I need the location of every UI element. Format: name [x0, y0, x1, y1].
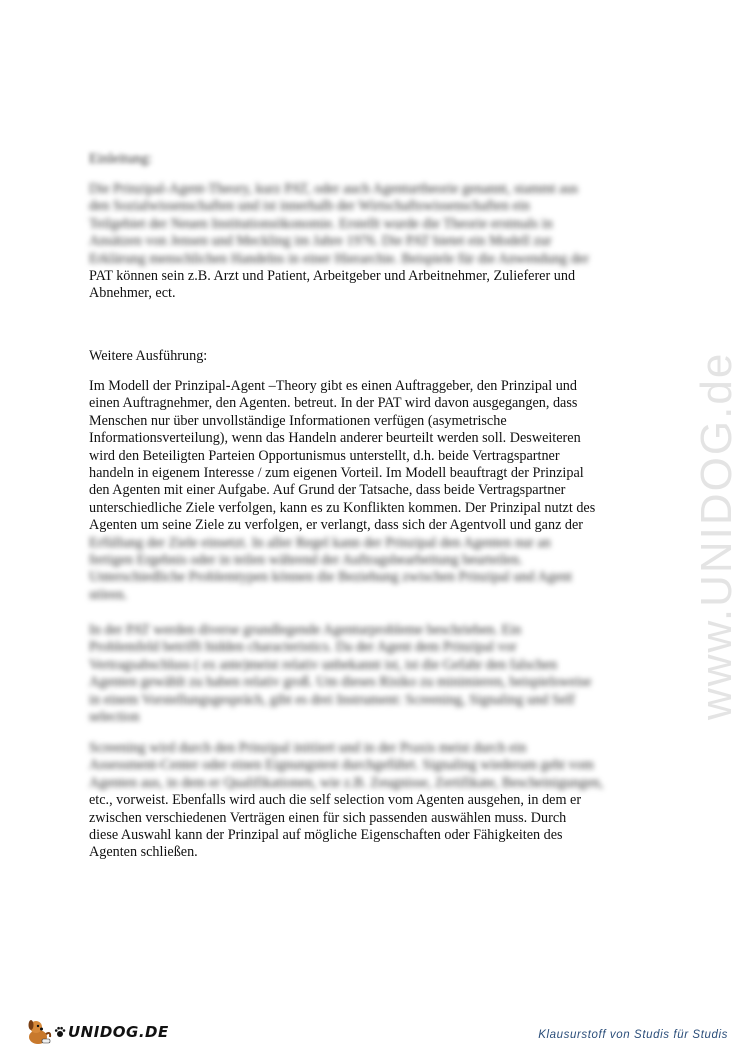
- logo-text: UNIDOG.DE: [68, 1023, 169, 1041]
- text-line: diese Auswahl kann der Prinzipal auf mögliche Eigenschaften oder Fähigkeiten des: [89, 827, 563, 844]
- text-line: selection: [89, 709, 140, 726]
- text-line: In der PAT werden diverse grundlegende Agenturprobleme beschrieben. Ein: [89, 622, 522, 638]
- section-visible-lines: [89, 378, 649, 535]
- text-line: Problemfeld betrifft hidden characteristics. Da der Agent dem Prinzipal vor: [89, 639, 517, 656]
- text-line: Erklärung menschlichen Handelns in einer Hierarchie. Beispiele für die Anwendung der: [89, 250, 589, 267]
- paragraph-2: [89, 622, 649, 726]
- intro-paragraph: [89, 181, 649, 303]
- paragraph-3-blurred-lines: [89, 740, 649, 792]
- text-line: einen Auftragnehmer, den Agenten. betreut. In der PAT wird davon ausgegangen, dass: [89, 395, 578, 412]
- text-line: Im Modell der Prinzipal-Agent –Theory gibt es einen Auftraggeber, den Prinzipal und: [89, 378, 577, 394]
- intro-visible-lines: [89, 268, 649, 303]
- text-line: etc., vorweist. Ebenfalls wird auch die self selection vom Agenten ausgehen, in dem er: [89, 792, 582, 809]
- text-line: Teilgebiet der Neuen Institutionsökonomie. Erstellt wurde die Theorie erstmals in: [89, 215, 553, 232]
- text-line: Agenten schließen.: [89, 844, 198, 861]
- text-line: handeln in eigenem Interesse / zum eigenen Vorteil. Im Modell beauftragt der Prinzipal: [89, 465, 584, 482]
- intro-heading: Einleitung:: [89, 151, 153, 167]
- section-heading: Weitere Ausführung:: [89, 348, 208, 364]
- paragraph-3-visible-lines: [89, 792, 649, 862]
- unidog-logo[interactable]: [24, 1016, 169, 1048]
- text-line: Erfüllung der Ziele einsetzt. In aller Regel kann der Prinzipal den Agenten nur an: [89, 534, 551, 551]
- text-line: Vertragsabschluss ( ex ante)meist relativ unbekannt ist, ist die Gefahr den falschen: [89, 656, 558, 673]
- paw-icon: [54, 1026, 66, 1038]
- text-line: Unterschiedliche Problemtypen können die Beziehung zwischen Prinzipal und Agent: [89, 569, 573, 586]
- text-line: Assessment-Center oder einen Eignungstest durchgeführt. Signaling wiederum geht vom: [89, 757, 594, 774]
- text-line: PAT können sein z.B. Arzt und Patient, Arbeitgeber und Arbeitnehmer, Zulieferer und: [89, 268, 576, 285]
- intro-blurred-lines: [89, 181, 649, 268]
- text-line: Agenten gewählt zu haben relativ groß. Um dieses Risiko zu minimieren, beispielsweise: [89, 674, 592, 691]
- text-line: Die Prinzipal-Agent-Theory, kurz PAT, oder auch Agenturtheorie genannt, stammt aus: [89, 181, 579, 197]
- text-line: Screening wird durch den Prinzipal initiiert und in der Praxis meist durch ein: [89, 740, 527, 756]
- text-line: Informationsverteilung), wenn das Handeln anderer beurteilt werden soll. Desweiteren: [89, 430, 581, 447]
- text-line: den Sozialwissenschaften und ist innerhalb der Wirtschaftswissenschaften ein: [89, 198, 530, 215]
- text-line: unterschiedliche Ziele verfolgen, kann es zu Konflikten kommen. Der Prinzipal nutzt des: [89, 499, 596, 516]
- text-line: Ansätzen von Jensen und Meckling im Jahre 1976. Die PAT bietet ein Modell zur: [89, 233, 552, 250]
- paragraph-3: [89, 740, 649, 862]
- footer-tagline: Klausurstoff von Studis für Studis: [538, 1029, 728, 1041]
- text-line: wird den Beteiligten Parteien Opportunismus unterstellt, d.h. beide Vertragspartner: [89, 447, 560, 464]
- text-line: Agenten aus, in dem er Qualifikationen, wie z.B. Zeugnisse, Zertifikate, Bescheinigungen,: [89, 774, 604, 791]
- text-line: zwischen verschiedenen Verträgen einen für sich passenden auswählen muss. Durch: [89, 809, 567, 826]
- section-paragraph: [89, 378, 649, 604]
- text-line: in einem Vorstellungsgespräch, gibt es drei Instrument: Screening, Signaling und Self: [89, 691, 575, 708]
- text-line: stören.: [89, 586, 128, 603]
- text-line: Abnehmer, ect.: [89, 285, 176, 302]
- text-line: den Agenten mit einer Aufgabe. Auf Grund der Tatsache, dass beide Vertragspartner: [89, 482, 566, 499]
- watermark: www.UNIDOG.de: [692, 351, 741, 720]
- text-line: Agenten um seine Ziele zu verfolgen, er verlangt, dass sich der Agentvoll und ganz der: [89, 517, 584, 534]
- text-line: fertigen Ergebnis oder in teilen während der Auftragsbearbeitung beurteilen.: [89, 552, 523, 569]
- dog-mascot-icon: [24, 1017, 54, 1047]
- text-line: Menschen nur über unvollständige Informationen verfügen (asymetrische: [89, 412, 507, 429]
- section-blurred-lines: [89, 535, 649, 605]
